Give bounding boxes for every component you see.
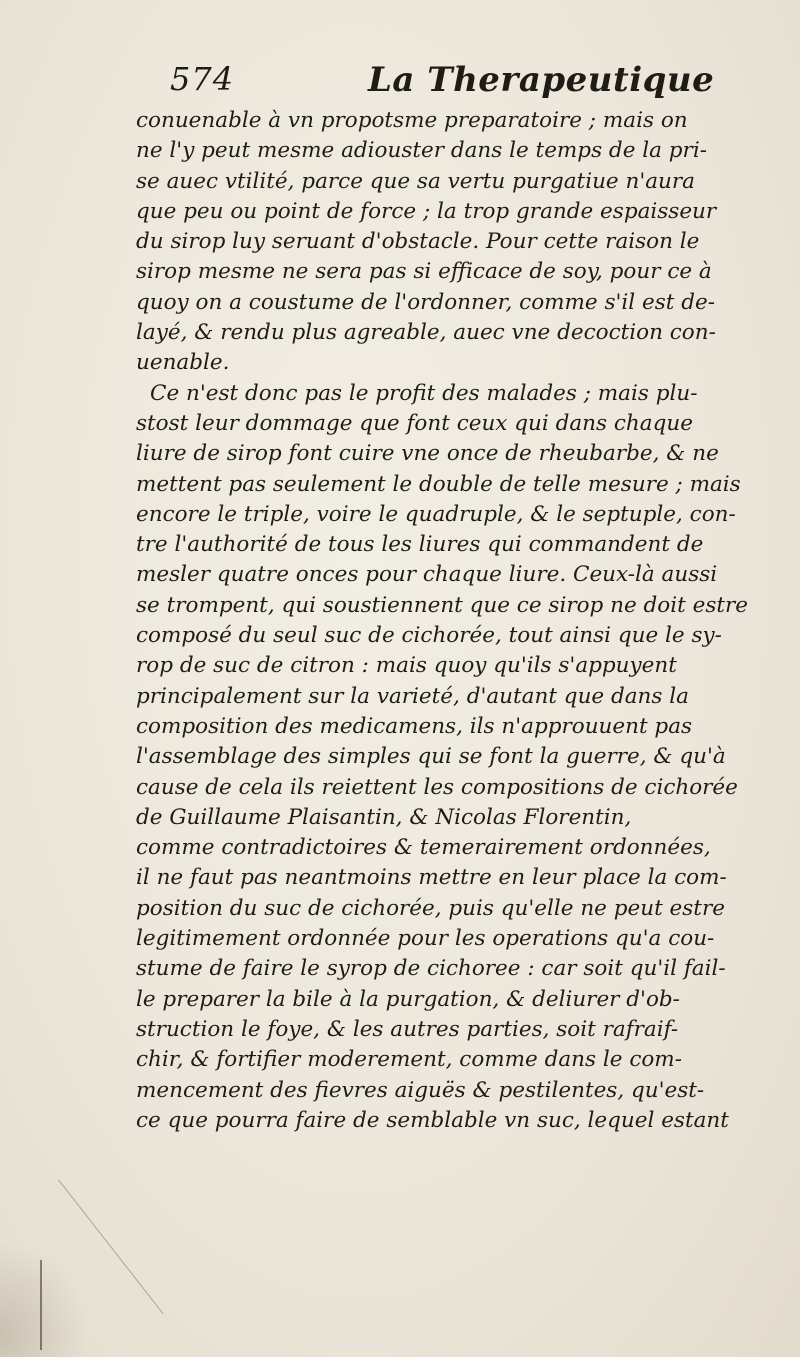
text-line: de Guillaume Plaisantin, & Nicolas Florentin, (136, 804, 632, 830)
text-line: composé du seul suc de cichorée, tout ainsi que le sy- (136, 623, 722, 649)
page-edge-mark (40, 1260, 42, 1350)
text-line: quoy on a coustume de l'ordonner, comme s'il est de- (136, 289, 715, 315)
text-line: se trompent, qui soustiennent que ce sirop ne doit estre (136, 592, 748, 618)
text-line: legitimement ordonnée pour les operations qu'a cou- (136, 926, 715, 952)
text-line: ce que pourra faire de semblable vn suc, lequel estant (136, 1107, 729, 1133)
text-line: tre l'authorité de tous les liures qui commandent de (136, 532, 704, 558)
text-line: stume de faire le syrop de cichoree : car soit qu'il fail- (136, 956, 726, 982)
text-line: sirop mesme ne sera pas si efficace de soy, pour ce à (136, 259, 712, 285)
body-text (136, 106, 776, 1136)
page-number: 574 (170, 60, 235, 98)
text-line: comme contradictoires & temerairement ordonnées, (136, 835, 711, 861)
page-header (170, 60, 770, 104)
text-line: mettent pas seulement le double de telle mesure ; mais (136, 471, 741, 497)
paragraph-start-line: Ce n'est donc pas le profit des malades ; mais plu- (150, 380, 698, 406)
text-line: layé, & rendu plus agreable, auec vne decoction con- (136, 320, 716, 346)
text-line: principalement sur la varieté, d'autant que dans la (136, 683, 689, 709)
text-line: stost leur dommage que font ceux qui dans chaque (136, 410, 693, 436)
text-line: cause de cela ils reiettent les compositions de cichorée (136, 774, 738, 800)
text-line: il ne faut pas neantmoins mettre en leur place la com- (136, 865, 727, 891)
text-line: du sirop luy seruant d'obstacle. Pour cette raison le (136, 229, 700, 255)
text-line: conuenable à vn propotsme preparatoire ; mais on (136, 108, 688, 133)
text-line: composition des medicamens, ils n'approuuent pas (136, 713, 693, 739)
text-line: uenable. (136, 350, 230, 376)
text-line: se auec vtilité, parce que sa vertu purgatiue n'aura (136, 168, 695, 194)
text-line: l'assemblage des simples qui se font la guerre, & qu'à (136, 744, 726, 770)
text-line: rop de suc de citron : mais quoy qu'ils s'appuyent (136, 653, 677, 679)
text-line: que peu ou point de force ; la trop grande espaisseur (136, 198, 717, 224)
page-edge-shadow (0, 1240, 90, 1357)
text-line: mencement des fievres aiguës & pestilentes, qu'est- (136, 1077, 705, 1103)
text-line: encore le triple, voire le quadruple, & le septuple, con- (136, 501, 736, 527)
text-line: struction le foye, & les autres parties, soit rafraif- (136, 1016, 679, 1042)
text-line: position du suc de cichorée, puis qu'elle ne peut estre (136, 895, 725, 921)
text-line: le preparer la bile à la purgation, & deliurer d'ob- (136, 986, 680, 1012)
text-line: chir, & fortifier moderement, comme dans le com- (136, 1047, 682, 1073)
text-line: ne l'y peut mesme adiouster dans le temps de la pri- (136, 138, 707, 164)
text-line: mesler quatre onces pour chaque liure. Ceux-là aussi (136, 562, 718, 588)
text-line: liure de sirop font cuire vne once de rheubarbe, & ne (136, 441, 719, 467)
running-title: La Therapeutique (368, 60, 715, 100)
